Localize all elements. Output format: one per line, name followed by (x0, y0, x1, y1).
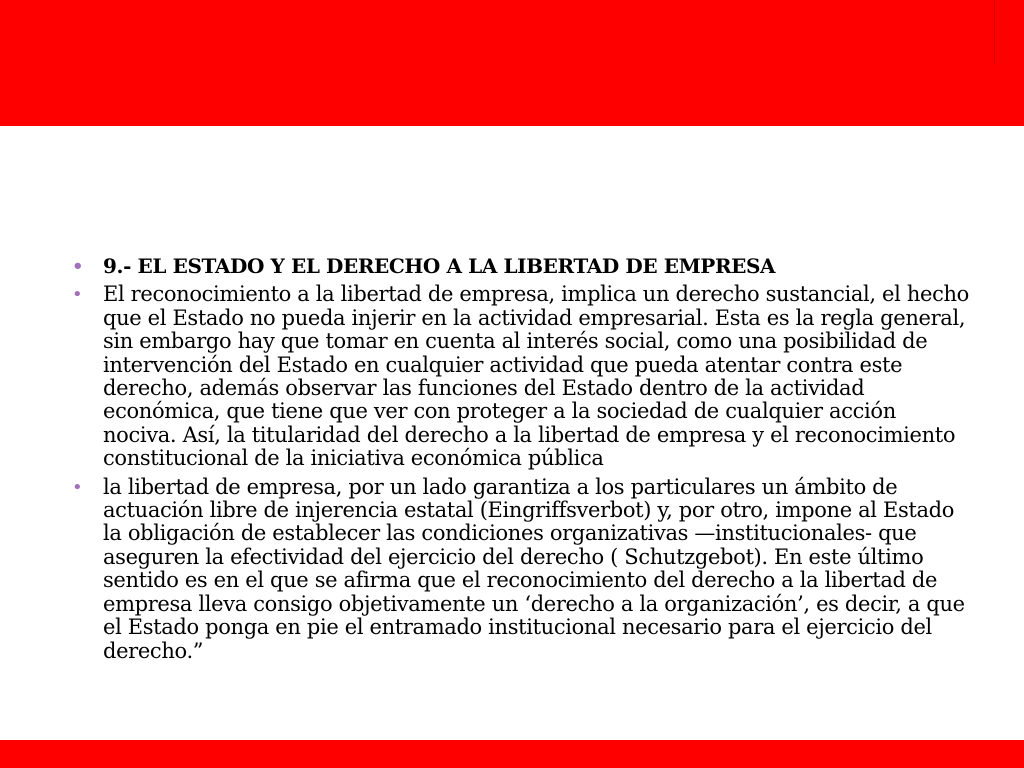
paragraph-1-text: El reconocimiento a la libertad de empresa, implica un derecho sustancial, el hecho que el Estado no pueda injerir en la actividad empresarial. Esta es la regla general, sin embargo hay que tomar en cuenta al interés social, como una posibilidad de intervención del Estado en cualquier actividad que pueda atentar contra este derecho, además observar las funciones del Estado dentro de la actividad económica, que tiene que ver con proteger a la sociedad de cualquier acción nociva. Así, la titularidad del derecho a la libertad de empresa y el reconocimiento constitucional de la iniciativa económica pública (103, 282, 969, 471)
bullet-icon: • (72, 476, 83, 498)
bottom-red-band (0, 740, 1024, 768)
slide-content (72, 255, 972, 668)
top-red-band (0, 0, 1024, 126)
paragraph-2-text: la libertad de empresa, por un lado garantiza a los particulares un ámbito de actuación libre de injerencia estatal (Eingriffsverbot) y, por otro, impone al Estado la obligación de establecer las condiciones organizativas —institucionales- que aseguren la efectividad del ejercicio del derecho ( Schutzgebot). En este último sentido es en el que se afirma que el reconocimiento del derecho a la libertad de empresa lleva consigo objetivamente un ‘derecho a la organización’, es decir, a que el Estado ponga en pie el entramado institucional necesario para el ejercicio del derecho.” (103, 474, 965, 663)
slide-heading-item (72, 255, 972, 278)
paragraph-item-2 (72, 476, 972, 663)
bullet-icon: • (72, 256, 84, 277)
bullet-icon: • (72, 284, 83, 306)
band-edge-line (994, 0, 995, 64)
bullet-list (72, 255, 972, 663)
paragraph-item-1 (72, 283, 972, 470)
slide-heading: 9.- EL ESTADO Y EL DERECHO A LA LIBERTAD DE EMPRESA (103, 254, 776, 278)
